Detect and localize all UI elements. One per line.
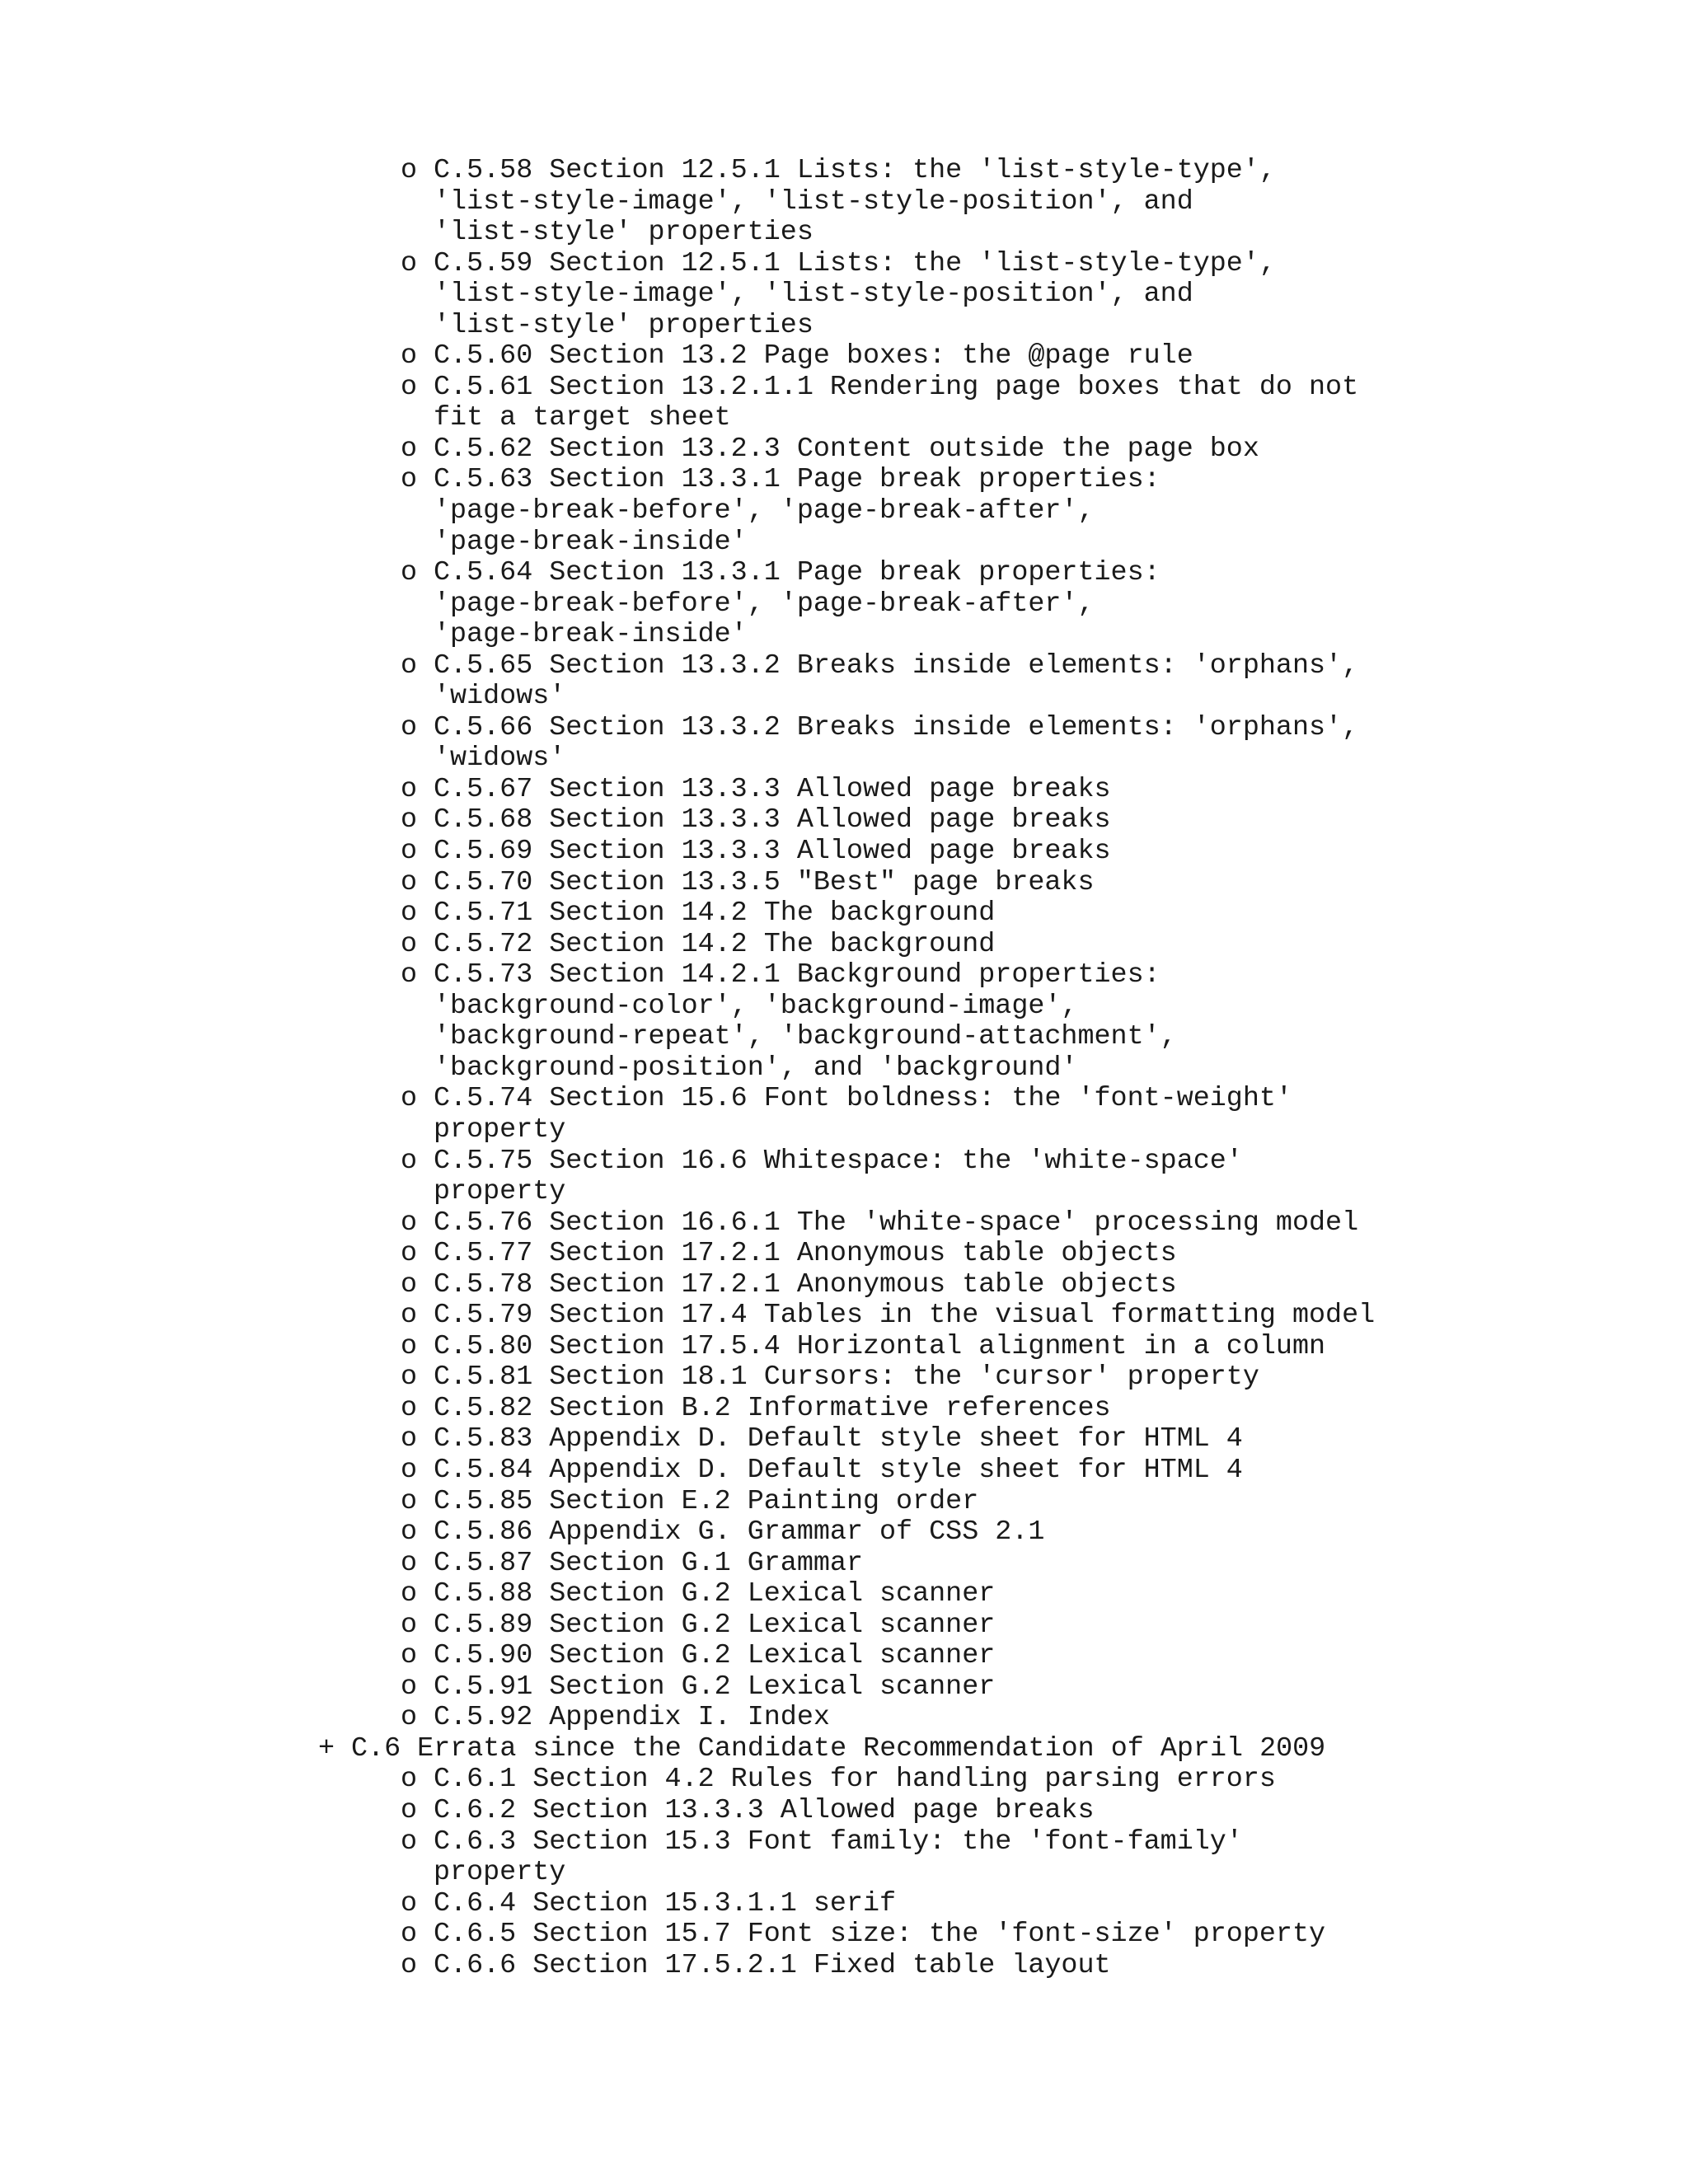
circle-bullet-icon: o <box>401 1238 418 1270</box>
toc-entry-line: C.5.91 Section G.2 Lexical scanner <box>434 1671 996 1703</box>
toc-subsection-entry <box>0 1146 1688 1208</box>
circle-bullet-icon: o <box>401 1392 418 1424</box>
toc-entry-text <box>434 1455 1243 1487</box>
toc-entry-text <box>434 1579 995 1610</box>
toc-subsection-entry <box>0 1610 1688 1642</box>
circle-bullet-icon: o <box>401 1640 418 1672</box>
toc-entry-line: C.5.59 Section 12.5.1 Lists: the 'list-style-type', <box>434 247 1276 279</box>
toc-entry-line: C.5.77 Section 17.2.1 Anonymous table objects <box>434 1238 1177 1270</box>
toc-entry-text <box>434 868 1095 899</box>
circle-bullet-icon: o <box>401 1485 418 1517</box>
toc-entry-line: C.5.86 Appendix G. Grammar of CSS 2.1 <box>434 1516 1045 1549</box>
toc-entry-text <box>434 930 995 961</box>
toc-entry-text <box>434 1239 1177 1270</box>
circle-bullet-icon: o <box>401 773 418 805</box>
toc-entry-line: C.5.70 Section 13.3.5 "Best" page breaks <box>434 866 1095 898</box>
toc-subsection-entry <box>0 1919 1688 1951</box>
toc-entry-text <box>434 1827 1243 1889</box>
toc-entry-text <box>434 1549 863 1580</box>
toc-subsection-entry <box>0 960 1688 1084</box>
circle-bullet-icon: o <box>401 433 418 465</box>
circle-bullet-icon: o <box>401 1268 418 1301</box>
toc-entry-line: 'page-break-inside' <box>434 526 748 558</box>
toc-subsection-entry <box>0 1208 1688 1240</box>
toc-entry-text <box>434 1796 1095 1827</box>
circle-bullet-icon: o <box>401 1547 418 1579</box>
toc-subsection-entry <box>0 1394 1688 1425</box>
toc-subsection-entry <box>0 434 1688 466</box>
toc-entry-line: property <box>434 1857 566 1889</box>
toc-entry-text <box>434 1889 896 1920</box>
toc-subsection-entry <box>0 1951 1688 1982</box>
toc-subsection-entry <box>0 1579 1688 1610</box>
toc-entry-line: 'widows' <box>434 743 566 775</box>
toc-entry-line: C.5.82 Section B.2 Informative references <box>434 1392 1111 1424</box>
plus-bullet-icon: + <box>318 1732 335 1765</box>
circle-bullet-icon: o <box>401 1361 418 1394</box>
toc-entry-line: C.5.84 Appendix D. Default style sheet for HTML 4 <box>434 1454 1243 1486</box>
toc-entry-text <box>434 1424 1243 1455</box>
toc-entry-text <box>434 1332 1325 1363</box>
toc-entry-text <box>434 1270 1177 1301</box>
toc-entry-text <box>434 1084 1292 1146</box>
circle-bullet-icon: o <box>401 959 418 991</box>
toc-entry-line: C.6.2 Section 13.3.3 Allowed page breaks <box>434 1794 1095 1826</box>
toc-entry-text <box>434 465 1160 558</box>
circle-bullet-icon: o <box>401 898 418 930</box>
circle-bullet-icon: o <box>401 1578 418 1610</box>
toc-entry-text <box>434 434 1259 466</box>
toc-subsection-entry <box>0 373 1688 434</box>
toc-subsection-entry <box>0 1424 1688 1455</box>
toc-entry-line: C.5.83 Appendix D. Default style sheet for HTML 4 <box>434 1423 1243 1455</box>
toc-entry-text <box>434 558 1160 651</box>
toc-section-entry <box>0 1734 1688 1765</box>
circle-bullet-icon: o <box>401 928 418 960</box>
toc-subsection-entry <box>0 1889 1688 1920</box>
toc-entry-line: C.5.78 Section 17.2.1 Anonymous table objects <box>434 1268 1177 1301</box>
toc-entry-line: C.6.3 Section 15.3 Font family: the 'font-family' <box>434 1825 1243 1858</box>
toc-subsection-entry <box>0 1362 1688 1394</box>
toc-entry-line: 'page-break-inside' <box>434 619 748 651</box>
toc-entry-text <box>434 837 1111 868</box>
toc-entry-line: property <box>434 1113 566 1146</box>
circle-bullet-icon: o <box>401 1516 418 1549</box>
toc-entry-line: C.5.64 Section 13.3.1 Page break properties: <box>434 557 1160 589</box>
toc-subsection-entry <box>0 465 1688 558</box>
toc-entry-text <box>434 1208 1358 1240</box>
toc-entry-line: C.5.87 Section G.1 Grammar <box>434 1547 863 1579</box>
toc-entry-line: C.6.6 Section 17.5.2.1 Fixed table layout <box>434 1949 1111 1981</box>
toc-entry-line: C.5.67 Section 13.3.3 Allowed page breaks <box>434 773 1111 805</box>
circle-bullet-icon: o <box>401 1794 418 1826</box>
toc-entry-text <box>434 1610 995 1642</box>
toc-entry-line: C.5.80 Section 17.5.4 Horizontal alignment in a column <box>434 1330 1326 1362</box>
toc-entry-line: C.5.72 Section 14.2 The background <box>434 928 996 960</box>
toc-entry-text <box>434 156 1276 249</box>
toc-entry-line: C.5.69 Section 13.3.3 Allowed page breaks <box>434 836 1111 868</box>
toc-entry-line: C.5.65 Section 13.3.2 Breaks inside elements: 'orphans', <box>434 649 1359 682</box>
circle-bullet-icon: o <box>401 1702 418 1734</box>
circle-bullet-icon: o <box>401 1887 418 1919</box>
toc-entry-line: C.5.71 Section 14.2 The background <box>434 898 996 930</box>
toc-subsection-entry <box>0 1332 1688 1363</box>
toc-entry-line: C.5.90 Section G.2 Lexical scanner <box>434 1640 996 1672</box>
toc-entry-text <box>434 1362 1259 1394</box>
toc-entry-line: fit a target sheet <box>434 402 731 434</box>
toc-entry-line: C.5.74 Section 15.6 Font boldness: the 'font-weight' <box>434 1083 1292 1115</box>
toc-entry-line: C.5.62 Section 13.2.3 Content outside the page box <box>434 433 1259 465</box>
toc-entry-text <box>434 1703 830 1734</box>
toc-entry-line: property <box>434 1176 566 1208</box>
toc-subsection-entry <box>0 713 1688 775</box>
toc-entry-line: C.5.85 Section E.2 Painting order <box>434 1485 979 1517</box>
toc-entry-line: 'page-break-before', 'page-break-after', <box>434 495 1095 527</box>
toc-entry-line: C.5.92 Appendix I. Index <box>434 1702 830 1734</box>
toc-entry-line: C.5.61 Section 13.2.1.1 Rendering page boxes that do not <box>434 371 1359 403</box>
toc-subsection-entry <box>0 1672 1688 1704</box>
toc-subsection-entry <box>0 1703 1688 1734</box>
toc-entry-line: C.5.76 Section 16.6.1 The 'white-space' processing model <box>434 1207 1359 1239</box>
toc-entry-text <box>434 805 1111 837</box>
toc-entry-text <box>434 960 1177 1084</box>
toc-subsection-entry <box>0 898 1688 930</box>
circle-bullet-icon: o <box>401 1949 418 1981</box>
circle-bullet-icon: o <box>401 649 418 682</box>
circle-bullet-icon: o <box>401 1207 418 1239</box>
toc-subsection-entry <box>0 805 1688 837</box>
circle-bullet-icon: o <box>401 1764 418 1796</box>
toc-entry-line: C.5.88 Section G.2 Lexical scanner <box>434 1578 996 1610</box>
circle-bullet-icon: o <box>401 557 418 589</box>
toc-subsection-entry <box>0 1765 1688 1796</box>
toc-subsection-entry <box>0 1517 1688 1549</box>
toc-entry-text <box>351 1734 1325 1765</box>
toc-entry-line: C.5.63 Section 13.3.1 Page break properties: <box>434 464 1160 496</box>
toc-entry-line: C.5.89 Section G.2 Lexical scanner <box>434 1609 996 1641</box>
toc-entry-line: C.5.66 Section 13.3.2 Breaks inside elements: 'orphans', <box>434 711 1359 743</box>
toc-subsection-entry <box>0 1084 1688 1146</box>
toc-subsection-entry <box>0 249 1688 342</box>
toc-entry-text <box>434 713 1358 775</box>
toc-entry-line: 'list-style' properties <box>434 217 814 249</box>
circle-bullet-icon: o <box>401 1300 418 1332</box>
toc-entry-text <box>434 249 1276 342</box>
toc-entry-text <box>434 1394 1111 1425</box>
toc-subsection-entry <box>0 1641 1688 1672</box>
toc-subsection-entry <box>0 1301 1688 1332</box>
toc-entry-line: 'page-break-before', 'page-break-after', <box>434 588 1095 620</box>
toc-entry-line: 'background-position', and 'background' <box>434 1052 1078 1084</box>
toc-entry-line: C.6.5 Section 15.7 Font size: the 'font-size' property <box>434 1919 1326 1951</box>
circle-bullet-icon: o <box>401 836 418 868</box>
circle-bullet-icon: o <box>401 1919 418 1951</box>
toc-entry-text <box>434 1951 1111 1982</box>
toc-entry-text <box>434 898 995 930</box>
circle-bullet-icon: o <box>401 866 418 898</box>
circle-bullet-icon: o <box>401 1609 418 1641</box>
toc-entry-text <box>434 1672 995 1704</box>
circle-bullet-icon: o <box>401 1454 418 1486</box>
toc-entry-line: 'list-style-image', 'list-style-position', and <box>434 185 1193 218</box>
toc-entry-line: C.5.60 Section 13.2 Page boxes: the @page rule <box>434 340 1193 373</box>
toc-entry-line: C.5.58 Section 12.5.1 Lists: the 'list-style-type', <box>434 155 1276 186</box>
toc-subsection-entry <box>0 1270 1688 1301</box>
circle-bullet-icon: o <box>401 711 418 743</box>
circle-bullet-icon: o <box>401 1330 418 1362</box>
toc-entry-line: C.6.4 Section 15.3.1.1 serif <box>434 1887 897 1919</box>
toc-entry-line: 'background-repeat', 'background-attachment', <box>434 1021 1177 1053</box>
toc-entry-text <box>434 341 1193 373</box>
toc-entry-line: C.5.73 Section 14.2.1 Background properties: <box>434 959 1160 991</box>
toc-subsection-entry <box>0 1239 1688 1270</box>
circle-bullet-icon: o <box>401 340 418 373</box>
toc-entry-text <box>434 1765 1276 1796</box>
toc-entry-text <box>434 373 1358 434</box>
toc-entry-line: C.5.68 Section 13.3.3 Allowed page breaks <box>434 804 1111 837</box>
toc-subsection-entry <box>0 558 1688 651</box>
toc-subsection-entry <box>0 651 1688 713</box>
toc-subsection-entry <box>0 775 1688 806</box>
toc-entry-text <box>434 1641 995 1672</box>
toc-entry-text <box>434 651 1358 713</box>
toc-entry-line: C.5.79 Section 17.4 Tables in the visual formatting model <box>434 1300 1376 1332</box>
toc-entry-line: 'list-style-image', 'list-style-position', and <box>434 279 1193 311</box>
circle-bullet-icon: o <box>401 464 418 496</box>
circle-bullet-icon: o <box>401 371 418 403</box>
toc-subsection-entry <box>0 1549 1688 1580</box>
toc-entry-line: 'background-color', 'background-image', <box>434 990 1078 1022</box>
toc-entry-text <box>434 1919 1325 1951</box>
toc-subsection-entry <box>0 1796 1688 1827</box>
toc-entry-line: 'list-style' properties <box>434 309 814 341</box>
toc-entry-line: C.6.1 Section 4.2 Rules for handling parsing errors <box>434 1764 1276 1796</box>
circle-bullet-icon: o <box>401 1671 418 1703</box>
toc-subsection-entry <box>0 837 1688 868</box>
toc-entry-text <box>434 775 1111 806</box>
table-of-contents <box>0 156 1688 1981</box>
toc-entry-text <box>434 1517 1044 1549</box>
circle-bullet-icon: o <box>401 1423 418 1455</box>
toc-subsection-entry <box>0 930 1688 961</box>
toc-entry-text <box>434 1487 978 1518</box>
toc-subsection-entry <box>0 868 1688 899</box>
toc-entry-line: C.6 Errata since the Candidate Recommendation of April 2009 <box>351 1732 1326 1765</box>
circle-bullet-icon: o <box>401 1145 418 1177</box>
toc-subsection-entry <box>0 1827 1688 1889</box>
circle-bullet-icon: o <box>401 247 418 279</box>
toc-entry-text <box>434 1146 1243 1208</box>
toc-entry-line: C.5.81 Section 18.1 Cursors: the 'cursor' property <box>434 1361 1259 1394</box>
circle-bullet-icon: o <box>401 155 418 186</box>
circle-bullet-icon: o <box>401 1083 418 1115</box>
toc-entry-line: C.5.75 Section 16.6 Whitespace: the 'white-space' <box>434 1145 1243 1177</box>
toc-subsection-entry <box>0 1455 1688 1487</box>
circle-bullet-icon: o <box>401 804 418 837</box>
toc-subsection-entry <box>0 156 1688 249</box>
toc-entry-text <box>434 1301 1375 1332</box>
toc-subsection-entry <box>0 341 1688 373</box>
toc-entry-line: 'widows' <box>434 681 566 713</box>
toc-subsection-entry <box>0 1487 1688 1518</box>
circle-bullet-icon: o <box>401 1825 418 1858</box>
